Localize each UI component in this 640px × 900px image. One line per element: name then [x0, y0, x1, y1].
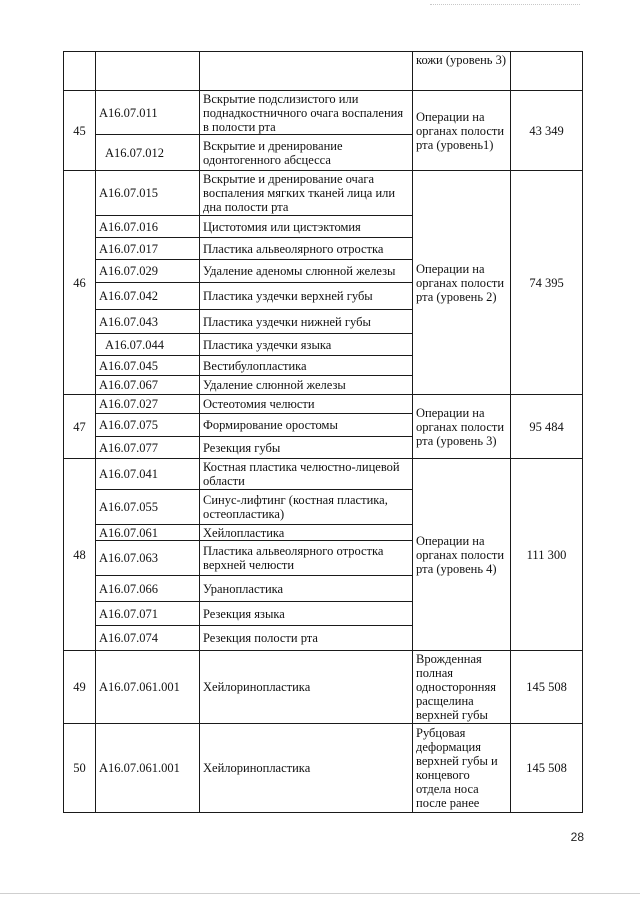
procedure-code: A16.07.016 [96, 216, 200, 238]
cost-value: 111 300 [511, 459, 583, 651]
cost-value: 43 349 [511, 91, 583, 171]
procedure-code: A16.07.071 [96, 602, 200, 626]
procedure-code: A16.07.041 [96, 459, 200, 490]
procedure-name: Вскрытие подслизистого или поднадкостничного очага воспаления в полости рта [200, 91, 413, 135]
procedure-name: Пластика альвеолярного отростка [200, 238, 413, 260]
procedure-name: Вскрытие и дренирование одонтогенного абсцесса [200, 135, 413, 171]
procedure-code: A16.07.042 [96, 283, 200, 310]
procedure-code: A16.07.077 [96, 437, 200, 459]
procedure-name: Резекция губы [200, 437, 413, 459]
group-description: Рубцовая деформация верхней губы и концевого отдела носа после ранее [413, 724, 511, 813]
table-row [64, 171, 583, 216]
procedure-name: Пластика альвеолярного отростка верхней челюсти [200, 541, 413, 576]
procedure-code: A16.07.011 [96, 91, 200, 135]
procedure-name: Вскрытие и дренирование очага воспаления мягких тканей лица или дна полости рта [200, 171, 413, 216]
row-number: 49 [64, 651, 96, 724]
procedure-name: Резекция полости рта [200, 626, 413, 651]
procedure-name: Резекция языка [200, 602, 413, 626]
row-number: 45 [64, 91, 96, 171]
procedure-name: Формирование оростомы [200, 414, 413, 437]
group-description: Операции на органах полости рта (уровень 3) [413, 395, 511, 459]
procedure-name: Пластика уздечки верхней губы [200, 283, 413, 310]
procedure-code: A16.07.061 [96, 525, 200, 541]
group-description: Операции на органах полости рта (уровень 4) [413, 459, 511, 651]
procedure-code: A16.07.027 [96, 395, 200, 414]
procedure-name: Хейлопластика [200, 525, 413, 541]
cost-value: 145 508 [511, 651, 583, 724]
procedure-code: A16.07.029 [96, 260, 200, 283]
procedure-code: A16.07.061.001 [96, 651, 200, 724]
procedure-name: Остеотомия челюсти [200, 395, 413, 414]
scan-top-edge [430, 4, 580, 5]
row-number: 46 [64, 171, 96, 395]
table-row [64, 651, 583, 724]
procedure-name: Костная пластика челюстно-лицевой области [200, 459, 413, 490]
cost-value [511, 52, 583, 91]
procedure-code: A16.07.017 [96, 238, 200, 260]
procedures-table [63, 51, 583, 813]
procedure-name [200, 52, 413, 91]
procedure-name: Хейлоринопластика [200, 724, 413, 813]
procedure-name: Пластика уздечки нижней губы [200, 310, 413, 334]
cost-value: 145 508 [511, 724, 583, 813]
procedure-name: Пластика уздечки языка [200, 334, 413, 356]
procedure-code: A16.07.045 [96, 356, 200, 376]
table-row [64, 724, 583, 813]
procedure-name: Удаление слюнной железы [200, 376, 413, 395]
procedure-code: A16.07.067 [96, 376, 200, 395]
procedure-name: Хейлоринопластика [200, 651, 413, 724]
row-number [64, 52, 96, 91]
table-row [64, 91, 583, 135]
group-description: Врожденная полная односторонняя расщелина верхней губы [413, 651, 511, 724]
table-row [64, 52, 583, 91]
procedure-code: A16.07.061.001 [96, 724, 200, 813]
scan-bottom-edge [0, 893, 640, 894]
procedure-code: A16.07.066 [96, 576, 200, 602]
cost-value: 95 484 [511, 395, 583, 459]
procedure-code: A16.07.063 [96, 541, 200, 576]
procedure-code: A16.07.075 [96, 414, 200, 437]
procedure-name: Удаление аденомы слюнной железы [200, 260, 413, 283]
procedure-code: A16.07.044 [96, 334, 200, 356]
table-row [64, 459, 583, 490]
page-number: 28 [570, 830, 584, 844]
procedure-code: A16.07.055 [96, 490, 200, 525]
procedure-name: Вестибулопластика [200, 356, 413, 376]
group-description: Операции на органах полости рта (уровень1) [413, 91, 511, 171]
procedure-name: Синус-лифтинг (костная пластика, остеопластика) [200, 490, 413, 525]
cost-value: 74 395 [511, 171, 583, 395]
procedure-code: A16.07.074 [96, 626, 200, 651]
row-number: 47 [64, 395, 96, 459]
group-description: кожи (уровень 3) [413, 52, 511, 91]
procedure-code: A16.07.015 [96, 171, 200, 216]
procedure-code [96, 52, 200, 91]
procedure-code: A16.07.012 [96, 135, 200, 171]
table-row [64, 395, 583, 414]
procedure-name: Уранопластика [200, 576, 413, 602]
row-number: 50 [64, 724, 96, 813]
group-description: Операции на органах полости рта (уровень 2) [413, 171, 511, 395]
procedure-name: Цистотомия или цистэктомия [200, 216, 413, 238]
row-number: 48 [64, 459, 96, 651]
procedure-code: A16.07.043 [96, 310, 200, 334]
